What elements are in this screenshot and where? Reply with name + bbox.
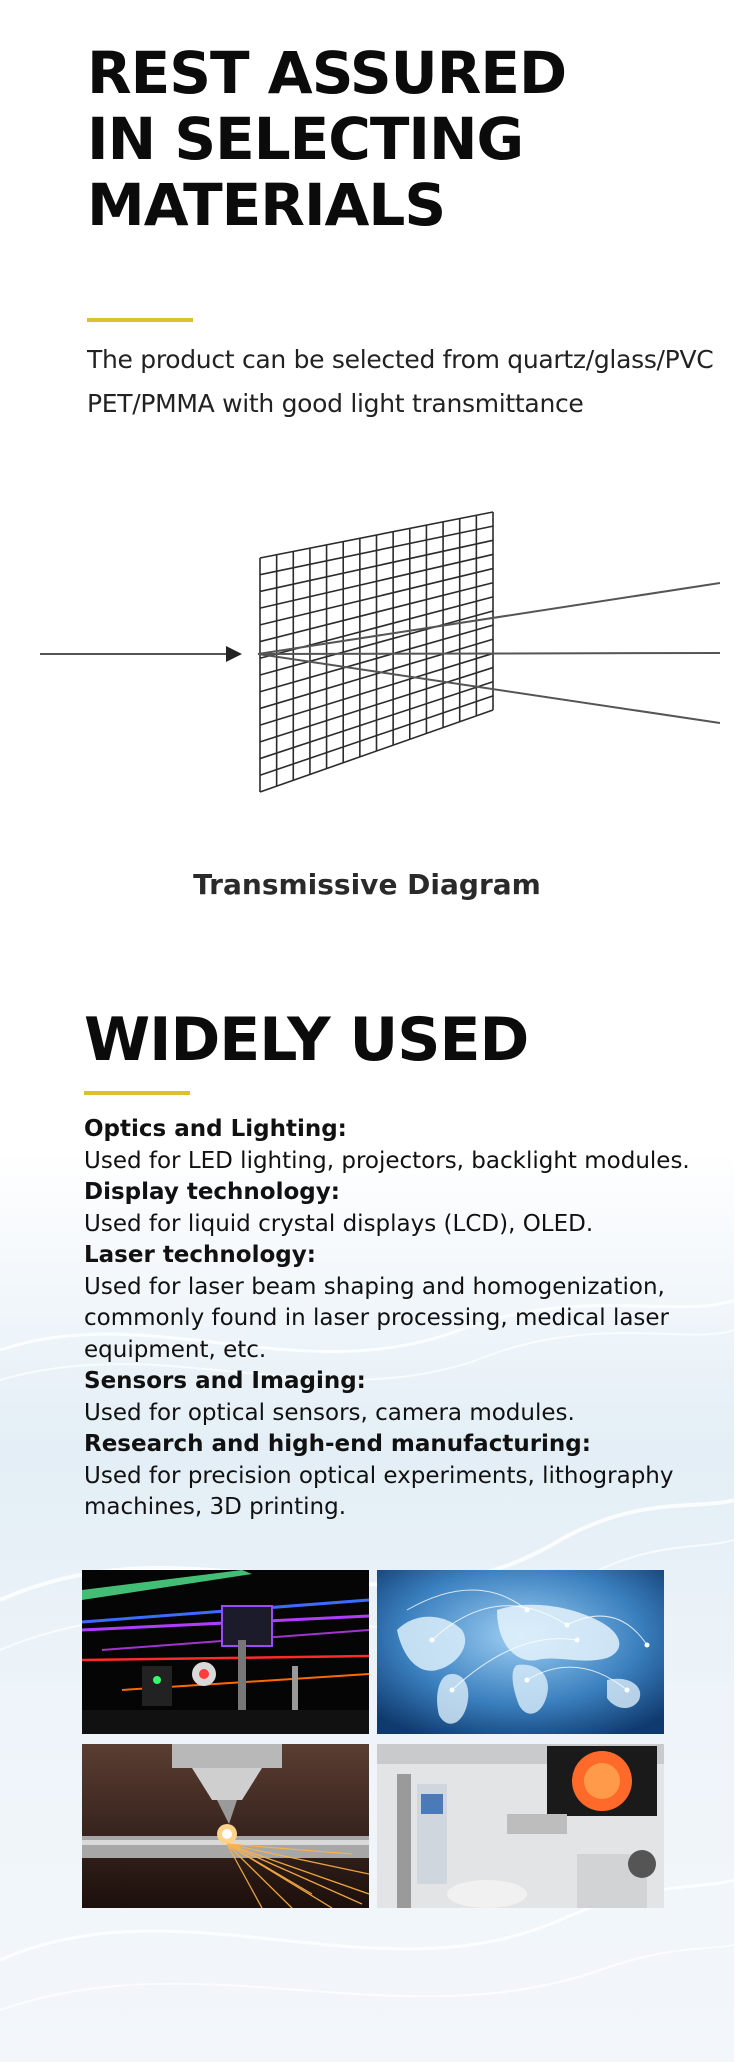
application-item (84, 1366, 724, 1429)
applications-list (84, 1114, 724, 1524)
application-text: Used for optical sensors, camera modules. (84, 1399, 575, 1426)
application-item (84, 1429, 724, 1524)
application-text: Used for laser beam shaping and homogenization, commonly found in laser processing, medical laser equipment, etc. (84, 1273, 670, 1363)
application-item (84, 1114, 724, 1177)
page-edge-strip (734, 0, 750, 2062)
application-item (84, 1177, 724, 1240)
application-text: Used for precision optical experiments, lithography machines, 3D printing. (84, 1462, 674, 1520)
application-text: Used for liquid crystal displays (LCD), OLED. (84, 1210, 594, 1237)
application-heading: Display technology: (84, 1179, 340, 1205)
medical-equipment-photo (377, 1744, 664, 1908)
application-item (84, 1240, 724, 1366)
application-photos (82, 1570, 664, 1910)
materials-description: The product can be selected from quartz/glass/PVC PET/PMMA with good light transmittance (87, 345, 714, 418)
world-network-photo (377, 1570, 664, 1734)
laser-lab-photo (82, 1570, 369, 1734)
diffraction-grid (260, 512, 493, 792)
incident-beam (40, 646, 242, 662)
applications-title: WIDELY USED (84, 1005, 529, 1075)
diagram-caption: Transmissive Diagram (193, 868, 541, 901)
applications-accent-line (84, 1091, 190, 1095)
transmissive-diagram (30, 490, 720, 810)
materials-title: REST ASSURED IN SELECTING MATERIALS (87, 39, 567, 239)
application-heading: Research and high-end manufacturing: (84, 1431, 591, 1457)
application-heading: Sensors and Imaging: (84, 1368, 366, 1394)
application-heading: Optics and Lighting: (84, 1116, 347, 1142)
application-text: Used for LED lighting, projectors, backlight modules. (84, 1147, 690, 1174)
application-heading: Laser technology: (84, 1242, 316, 1268)
laser-cutting-photo (82, 1744, 369, 1908)
materials-accent-line (87, 318, 193, 322)
